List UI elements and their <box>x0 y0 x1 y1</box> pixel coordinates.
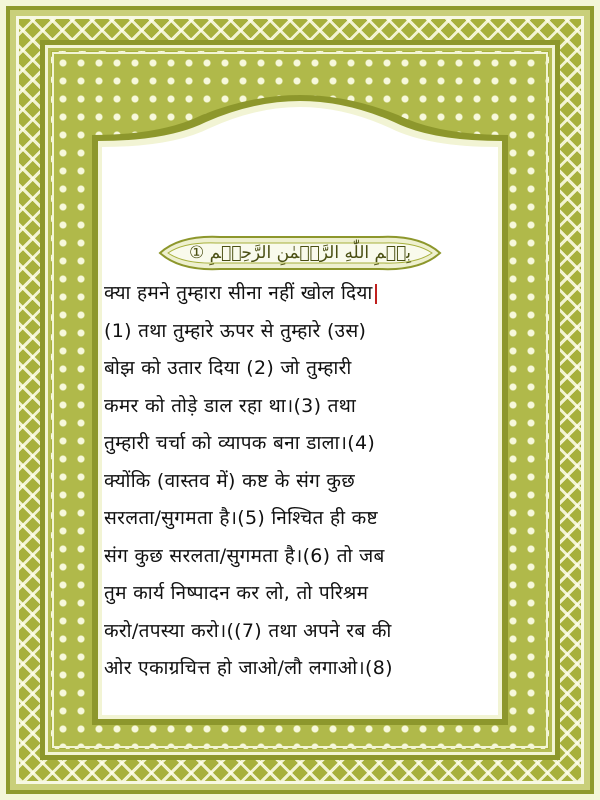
text-line: तुम्हारी चर्चा को व्यापक बना डाला।(4) <box>104 432 376 454</box>
text-line: बोझ को उतार दिया (2) जो तुम्हारी <box>104 357 352 379</box>
text-line: क्या हमने तुम्हारा सीना नहीं खोल दिया <box>104 275 496 313</box>
text-line: (1) तथा तुम्हारे ऊपर से तुम्हारे (उस) <box>104 319 367 342</box>
text-line: तुम कार्य निष्पादन कर लो, तो परिश्रम <box>104 582 369 604</box>
text-line: करो/तपस्या करो।((7) तथा अपने रब की <box>104 619 392 642</box>
translation-text <box>104 275 496 688</box>
text-line: क्योंकि (वास्तव में) कष्ट के संग कुछ <box>104 469 355 492</box>
bismillah-text: بِسۡمِ اللّٰهِ الرَّحۡمٰنِ الرَّحِيۡمِ ① <box>189 243 411 263</box>
text-line: सरलता/सुगमता है।(5) निश्चित ही कष्ट <box>104 507 378 529</box>
text-cursor <box>375 284 377 304</box>
text-line: संग कुछ सरलता/सुगमता है।(6) तो जब <box>104 544 385 567</box>
text-line: ओर एकाग्रचित्त हो जाओ/लौ लगाओ।(8) <box>104 657 393 679</box>
text-line: कमर को तोड़े डाल रहा था।(3) तथा <box>104 394 357 417</box>
bismillah-banner <box>150 233 450 273</box>
